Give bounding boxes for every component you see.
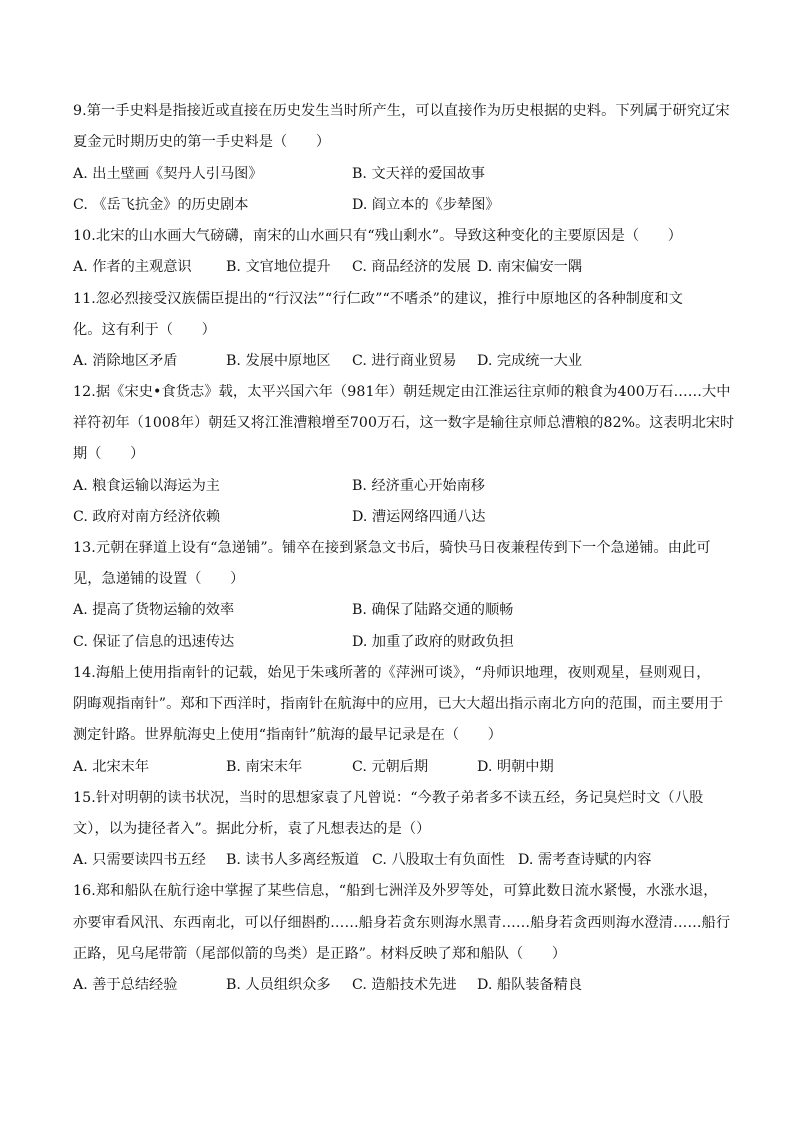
- q13-option-d[interactable]: D. 加重了政府的财政负担: [352, 634, 514, 650]
- q16-option-b[interactable]: B. 人员组织众多: [226, 977, 331, 993]
- q12-option-a[interactable]: A. 粮食运输以海运为主: [73, 478, 220, 494]
- q15-stem-line-2: 文），以为捷径者入”。据此分析，袁了凡想表达的是（）: [73, 821, 431, 837]
- q12-stem-line-3: 期（ ）: [73, 446, 145, 462]
- q14-stem-line-2: 阴晦观指南针”。郑和下西洋时，指南针在航海中的应用，已大大超出指示南北方向的范围，而主要用于: [73, 696, 724, 712]
- q14-option-c[interactable]: C. 元朝后期: [352, 759, 429, 775]
- q16-option-a[interactable]: A. 善于总结经验: [73, 977, 178, 993]
- q16-option-d[interactable]: D. 船队装备精良: [477, 977, 583, 993]
- q13-option-b[interactable]: B. 确保了陆路交通的顺畅: [352, 602, 514, 618]
- q15-option-c[interactable]: C. 八股取士有负面性: [372, 852, 505, 868]
- q13-stem-line-2: 见，急递铺的设置（ ）: [73, 571, 245, 587]
- q11-stem-line-1: 11.忽必烈接受汉族儒臣提出的“行汉法”“行仁政”“不嗜杀”的建议，推行中原地区的各种制度和文: [73, 291, 683, 307]
- q15-option-a[interactable]: A. 只需要读四书五经: [73, 852, 206, 868]
- q11-option-d[interactable]: D. 完成统一大业: [477, 353, 583, 369]
- q9-option-d[interactable]: D. 阎立本的《步辇图》: [352, 197, 500, 213]
- q11-option-a[interactable]: A. 消除地区矛盾: [73, 353, 178, 369]
- q14-option-a[interactable]: A. 北宋末年: [73, 759, 150, 775]
- q16-stem-line-2: 亦要审看风汛、东西南北，可以仔细斟酌……船身若贪东则海水黑青……船身若贪西则海水澄清……船行: [73, 915, 731, 931]
- q9-option-b[interactable]: B. 文天祥的爱国故事: [352, 166, 485, 182]
- q13-stem-line-1: 13.元朝在驿道上设有“急递铺”。铺卒在接到紧急文书后，骑快马日夜兼程传到下一个急递铺。由此可: [73, 540, 711, 556]
- q9-option-a[interactable]: A. 出土壁画《契丹人引马图》: [73, 166, 263, 182]
- q16-option-c[interactable]: C. 造船技术先进: [352, 977, 457, 993]
- q11-option-c[interactable]: C. 进行商业贸易: [352, 353, 457, 369]
- q10-option-b[interactable]: B. 文官地位提升: [226, 259, 331, 275]
- q15-option-d[interactable]: D. 需考查诗赋的内容: [518, 852, 652, 868]
- q9-stem-line-2: 夏金元时期历史的第一手史料是（ ）: [73, 134, 331, 150]
- q15-stem-line-1: 15.针对明朝的读书状况，当时的思想家袁了凡曾说：“今教子弟者多不读五经，务记臭烂时文（八股: [73, 790, 704, 806]
- q13-option-c[interactable]: C. 保证了信息的迅速传达: [73, 634, 235, 650]
- q12-option-c[interactable]: C. 政府对南方经济依赖: [73, 509, 221, 525]
- q12-stem-line-2: 祥符初年（1008年）朝廷又将江淮漕粮增至700万石，这一数字是输往京师总漕粮的82%。这表明北宋时: [73, 415, 735, 431]
- q10-stem-line-1: 10.北宋的山水画大气磅礴，南宋的山水画只有“残山剩水”。导致这种变化的主要原因是（ ）: [73, 228, 683, 244]
- q10-option-c[interactable]: C. 商品经济的发展: [352, 259, 471, 275]
- q13-option-a[interactable]: A. 提高了货物运输的效率: [73, 602, 235, 618]
- q10-option-d[interactable]: D. 南宋偏安一隅: [477, 259, 583, 275]
- q16-stem-line-1: 16.郑和船队在航行途中掌握了某些信息，“船到七洲洋及外罗等处，可算此数日流水紧慢，水涨水退，: [73, 883, 718, 899]
- q14-option-d[interactable]: D. 明朝中期: [477, 759, 554, 775]
- q12-option-b[interactable]: B. 经济重心开始南移: [352, 478, 485, 494]
- q12-stem-line-1: 12.据《宋史•食货志》载，太平兴国六年（981年）朝廷规定由江淮运往京师的粮食为400万石……大中: [73, 384, 731, 400]
- q9-option-c[interactable]: C. 《岳飞抗金》的历史剧本: [73, 197, 249, 213]
- q14-option-b[interactable]: B. 南宋末年: [226, 759, 303, 775]
- q15-option-b[interactable]: B. 读书人多离经叛道: [226, 852, 359, 868]
- q11-option-b[interactable]: B. 发展中原地区: [226, 353, 331, 369]
- q9-stem-line-1: 9.第一手史料是指接近或直接在历史发生当时所产生，可以直接作为历史根据的史料。下列属于研究辽宋: [73, 103, 730, 119]
- q12-option-d[interactable]: D. 漕运网络四通八达: [352, 509, 486, 525]
- q16-stem-line-3: 正路，见乌尾带箭（尾部似箭的鸟类）是正路”。材料反映了郑和船队（ ）: [73, 946, 567, 962]
- q10-option-a[interactable]: A. 作者的主观意识: [73, 259, 192, 275]
- q14-stem-line-3: 测定针路。世界航海史上使用“指南针”航海的最早记录是在（ ）: [73, 727, 503, 743]
- q11-stem-line-2: 化。这有利于（ ）: [73, 322, 216, 338]
- q14-stem-line-1: 14.海船上使用指南针的记载，始见于朱彧所著的《萍洲可谈》，“舟师识地理，夜则观星，昼则观日，: [73, 665, 711, 681]
